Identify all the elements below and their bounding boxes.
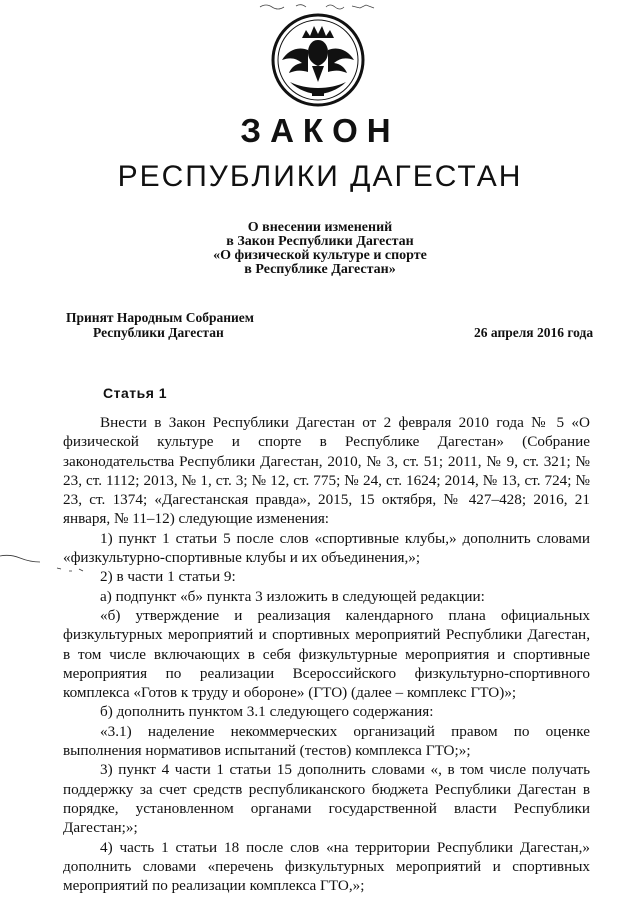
heading-line: в Закон Республики Дагестан	[226, 234, 414, 249]
law-title: ЗАКОН	[240, 112, 400, 149]
article-title: Статья 1	[103, 385, 168, 401]
article-paragraph: а) подпункт «б» пункта 3 изложить в следующей редакции:	[100, 587, 485, 605]
law-heading	[0, 221, 640, 277]
heading-line: в Республике Дагестан»	[244, 262, 396, 277]
article-paragraph: 4) часть 1 статьи 18 после слов «на территории Республики Дагестан,» дополнить словами «перечень физкультурных мероприятий и спортивных мероприятий по реализации комплекса ГТО,»;	[63, 838, 590, 895]
article-body	[63, 413, 590, 895]
article-paragraph: «б) утверждение и реализация календарного плана официальных физкультурных мероприятий и спортивных мероприятий Республики Дагестан, в том числе включающих в себя физкультурные мероприятия и спортивные мероприятия по реализации Всероссийского физкультурно-спортивного комплекса «Готов к труду и обороне» (ГТО) (далее – комплекс ГТО)»;	[63, 606, 590, 702]
article-paragraph: «3.1) наделение некоммерческих организаций правом по оценке выполнения нормативов испытаний (тестов) комплекса ГТО;»;	[63, 722, 590, 760]
heading-line: О внесении изменений	[247, 220, 393, 235]
adoption-line: Республики Дагестан	[93, 324, 224, 340]
coat-of-arms-emblem	[268, 12, 368, 108]
adoption-line: Принят Народным Собранием	[66, 310, 254, 325]
article-paragraph: 3) пункт 4 части 1 статьи 15 дополнить словами «, в том числе получать поддержку за счет средств республиканского бюджета Республики Дагестан в порядке, установленном органами государственной власти Республики Дагестан;»;	[63, 761, 590, 837]
article-paragraph: Внести в Закон Республики Дагестан от 2 февраля 2010 года № 5 «О физической культуре и спорте в Республике Дагестан» (Собрание законодательства Республики Дагестан, 2010, № 3, ст. 51; 2011, № 9, ст. 321; № 23, ст. 1112; 2013, № 1, ст. 3; № 12, ст. 775; № 24, ст. 1624; 2014, № 13, ст. 724; № 23, ст. 1374; «Дагестанская правда», 2015, 15 октября, № 427–428; 2016, 21 января, № 11–12) следующие изменения:	[63, 414, 590, 528]
handwritten-mark	[256, 0, 386, 12]
article-paragraph: 1) пункт 1 статьи 5 после слов «спортивные клубы,» дополнить словами «физкультурно-спортивные клубы и их объединения,»;	[63, 529, 590, 567]
law-subtitle: РЕСПУБЛИКИ ДАГЕСТАН	[117, 160, 523, 193]
article-paragraph: б) дополнить пунктом 3.1 следующего содержания:	[100, 703, 434, 721]
adoption-date: 26 апреля 2016 года	[474, 325, 594, 340]
heading-line: «О физической культуре и спорте	[213, 248, 427, 263]
margin-mark	[0, 548, 40, 568]
article-paragraph: 2) в части 1 статьи 9:	[100, 568, 236, 586]
adoption-statement	[66, 311, 254, 340]
